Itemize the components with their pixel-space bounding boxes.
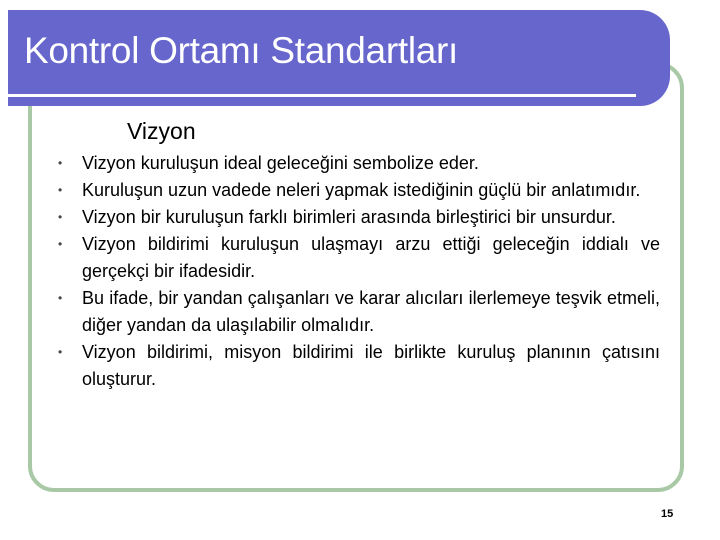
- bullet-text: Vizyon bir kuruluşun farklı birimleri arasında birleştirici bir unsurdur.: [82, 207, 616, 227]
- bullet-text: Vizyon kuruluşun ideal geleceğini sembolize eder.: [82, 153, 479, 173]
- slide-title: Kontrol Ortamı Standartları: [24, 30, 459, 71]
- bullet-icon: •: [58, 156, 63, 170]
- bullet-icon: •: [58, 345, 63, 359]
- bullet-icon: •: [58, 237, 63, 251]
- page-number: 15: [661, 508, 674, 520]
- bullet-item: [58, 150, 660, 177]
- bullet-icon: •: [58, 291, 63, 305]
- bullet-icon: •: [58, 183, 63, 197]
- bullet-item: [58, 177, 660, 204]
- bullet-text: Vizyon bildirimi kuruluşun ulaşmayı arzu ettiği geleceğin iddialı ve gerçekçi bir ifadesidir.: [82, 234, 660, 281]
- bullet-icon: •: [58, 210, 63, 224]
- bullet-text: Kuruluşun uzun vadede neleri yapmak istediğinin güçlü bir anlatımıdır.: [82, 180, 641, 200]
- bullet-text: Bu ifade, bir yandan çalışanları ve karar alıcıları ilerlemeye teşvik etmeli, diğer yandan da ulaşılabilir olmalıdır.: [82, 288, 660, 335]
- bullet-item: [58, 339, 660, 393]
- title-underline: [8, 94, 636, 97]
- bullet-list: [58, 150, 660, 393]
- bullet-item: [58, 204, 660, 231]
- bullet-item: [58, 231, 660, 285]
- bullet-item: [58, 285, 660, 339]
- section-heading: Vizyon: [127, 118, 196, 144]
- bullet-text: Vizyon bildirimi, misyon bildirimi ile birlikte kuruluş planının çatısını oluşturur.: [82, 342, 660, 389]
